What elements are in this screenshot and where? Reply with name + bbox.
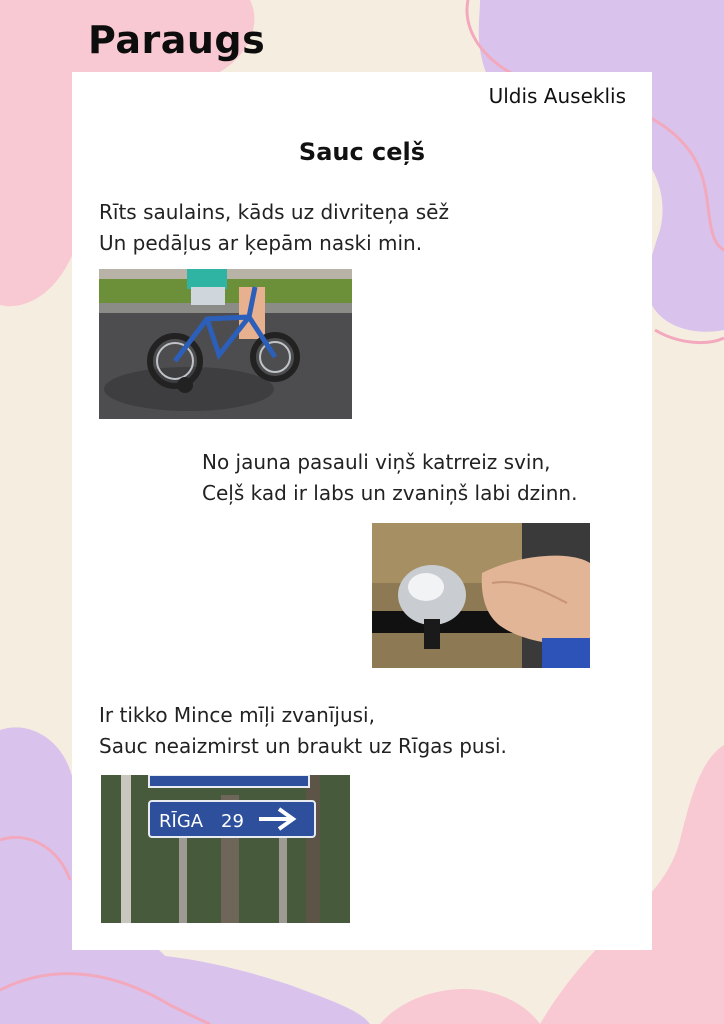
sign-distance-text: 29 <box>221 811 244 832</box>
lavender-blob-bottom <box>90 954 370 1024</box>
stanza-line: Sauc neaizmirst un braukt uz Rīgas pusi. <box>99 734 507 758</box>
child-on-bike-photo <box>99 269 352 419</box>
outline-curve-right <box>655 330 724 343</box>
page-heading: Paraugs <box>88 18 266 62</box>
stanza-line: Ir tikko Mince mīļi zvanījusi, <box>99 703 375 727</box>
stanza-line: No jauna pasauli viņš katrreiz svin, <box>202 450 551 474</box>
stanza-2 <box>202 447 577 509</box>
poem-author: Uldis Auseklis <box>488 84 626 108</box>
poem-title: Sauc ceļš <box>298 138 426 166</box>
poem-card <box>72 72 652 950</box>
riga-road-sign-photo <box>101 775 350 923</box>
stanza-line: Ceļš kad ir labs un zvaniņš labi dzinn. <box>202 481 578 505</box>
stanza-line: Rīts saulains, kāds uz divriteņa sēž <box>99 200 449 224</box>
stanza-3 <box>99 700 507 762</box>
bike-bell-photo <box>372 523 590 668</box>
pink-blob-bottom <box>380 989 540 1024</box>
stanza-line: Un pedāļus ar ķepām naski min. <box>99 231 423 255</box>
stanza-1 <box>99 197 449 259</box>
sign-place-text: RĪGA <box>159 811 204 832</box>
